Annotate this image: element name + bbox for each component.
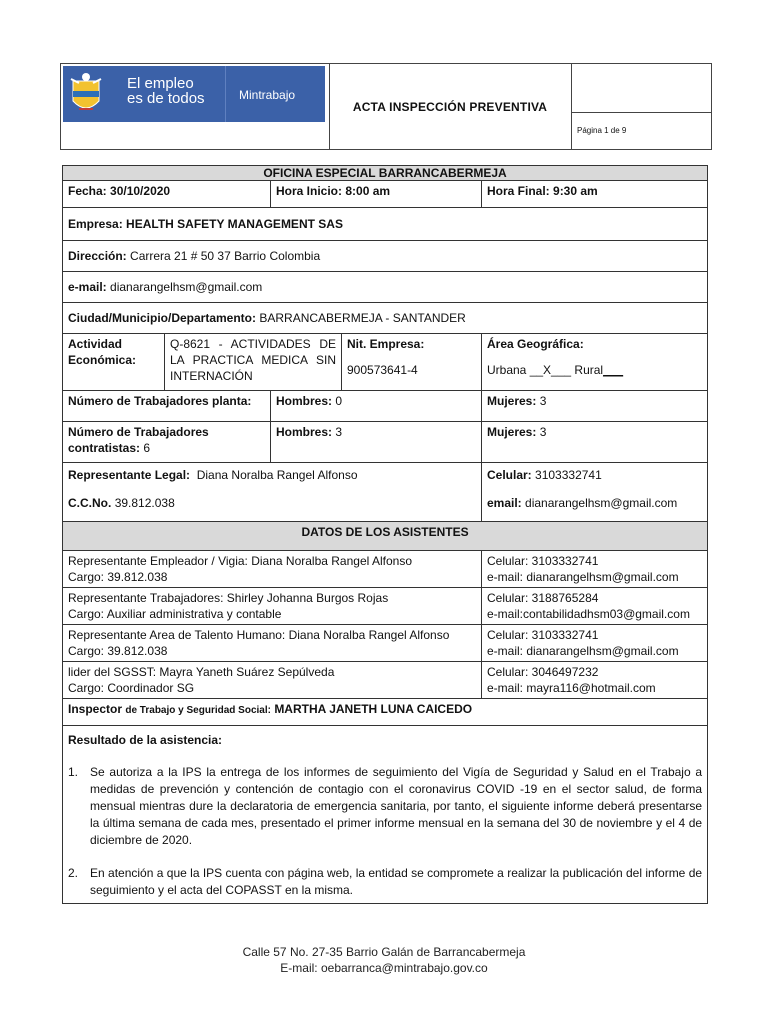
resultado-row bbox=[63, 726, 708, 904]
office-title: OFICINA ESPECIAL BARRANCABERMEJA bbox=[63, 166, 708, 181]
fecha-value: 30/10/2020 bbox=[110, 184, 171, 198]
email-cell bbox=[63, 272, 708, 303]
planta-mujeres-label: Mujeres: bbox=[487, 394, 537, 408]
inspector-row bbox=[63, 699, 708, 726]
actividad-value: Q-8621 - ACTIVIDADES DE LA PRACTICA MEDICA SIN INTERNACIÓN bbox=[170, 337, 336, 383]
inspector-name: MARTHA JANETH LUNA CAICEDO bbox=[274, 702, 473, 716]
inspector-cell bbox=[63, 699, 708, 726]
asistente-4-cel: Celular: 3046497232 bbox=[487, 665, 599, 679]
date-row bbox=[63, 181, 708, 208]
ministry-name: Mintrabajo bbox=[239, 88, 296, 102]
asistente-contact-cell bbox=[482, 551, 708, 588]
asistente-1-cargo: Cargo: 39.812.038 bbox=[68, 570, 168, 584]
asistente-4-email: e-mail: mayra116@hotmail.com bbox=[487, 681, 656, 695]
actividad-label-cell bbox=[63, 334, 165, 391]
inspector-label: Inspector bbox=[68, 702, 123, 716]
document-title: ACTA INSPECCIÓN PREVENTIVA bbox=[352, 99, 548, 114]
asistente-contact-cell bbox=[482, 662, 708, 699]
contratistas-label-cell bbox=[63, 422, 271, 463]
ciudad-cell bbox=[63, 303, 708, 334]
actividad-value-cell bbox=[165, 334, 342, 391]
representante-label: Representante Legal: bbox=[68, 468, 191, 482]
asistente-2-cargo: Cargo: Auxiliar administrativa y contable bbox=[68, 607, 282, 621]
slogan-line-2: es de todos bbox=[127, 90, 205, 107]
slogan bbox=[127, 76, 205, 106]
cel-value: 3103332741 bbox=[535, 468, 602, 482]
hora-inicio-label: Hora Inicio: bbox=[276, 184, 343, 198]
fecha-cell bbox=[63, 181, 271, 208]
contratistas-hombres-label: Hombres: bbox=[276, 425, 333, 439]
hora-final-label: Hora Final: bbox=[487, 184, 550, 198]
asistente-cell bbox=[63, 551, 482, 588]
logo-divider bbox=[225, 66, 226, 122]
item-2-number: 2. bbox=[68, 866, 79, 880]
area-rural-blank: ___ bbox=[603, 363, 624, 377]
asistente-3-name: Representante Area de Talento Humano: Diana Noralba Rangel Alfonso bbox=[68, 628, 450, 642]
direccion-value: Carrera 21 # 50 37 Barrio Colombia bbox=[130, 249, 321, 263]
planta-hombres-cell bbox=[271, 391, 482, 422]
hora-final-value: 9:30 am bbox=[553, 184, 598, 198]
nit-cell bbox=[342, 334, 482, 391]
hora-inicio-value: 8:00 am bbox=[345, 184, 391, 198]
empresa-label: Empresa: bbox=[68, 217, 123, 231]
list-item bbox=[68, 865, 702, 899]
document-header bbox=[60, 63, 712, 150]
asistente-2-cel: Celular: 3188765284 bbox=[487, 591, 599, 605]
asistente-cell bbox=[63, 625, 482, 662]
hora-final-cell bbox=[482, 181, 708, 208]
contratistas-hombres-cell bbox=[271, 422, 482, 463]
email-value: dianarangelhsm@gmail.com bbox=[110, 280, 263, 294]
asistente-cell bbox=[63, 662, 482, 699]
asistente-3-email: e-mail: dianarangelhsm@gmail.com bbox=[487, 644, 679, 658]
asistente-contact-cell bbox=[482, 588, 708, 625]
asistente-3-cargo: Cargo: 39.812.038 bbox=[68, 644, 168, 658]
logo-cell bbox=[61, 64, 330, 149]
empresa-row bbox=[63, 208, 708, 241]
planta-hombres-value: 0 bbox=[335, 394, 343, 408]
nit-value: 900573641-4 bbox=[347, 363, 418, 377]
list-item bbox=[68, 764, 702, 849]
asistente-row bbox=[63, 551, 708, 588]
asistentes-header-row bbox=[63, 522, 708, 551]
item-2-text: En atención a que la IPS cuenta con página web, la entidad se compromete a realizar la publicación del informe de seguimiento y el acta del COPASST en la misma. bbox=[90, 866, 703, 897]
asistente-2-email: e-mail:contabilidadhsm03@gmail.com bbox=[487, 607, 690, 621]
area-cell bbox=[482, 334, 708, 391]
asistente-1-name: Representante Empleador / Vigia: Diana Noralba Rangel Alfonso bbox=[68, 554, 412, 568]
resultado-label: Resultado de la asistencia: bbox=[68, 733, 223, 747]
asistente-3-cel: Celular: 3103332741 bbox=[487, 628, 599, 642]
planta-mujeres-cell bbox=[482, 391, 708, 422]
cc-value: 39.812.038 bbox=[114, 496, 175, 510]
asistente-2-name: Representante Trabajadores: Shirley Johanna Burgos Rojas bbox=[68, 591, 389, 605]
nit-label: Nit. Empresa: bbox=[347, 337, 425, 351]
representante-cell bbox=[63, 463, 482, 522]
asistente-1-email: e-mail: dianarangelhsm@gmail.com bbox=[487, 570, 679, 584]
asistente-4-cargo: Cargo: Coordinador SG bbox=[68, 681, 195, 695]
inspection-table bbox=[62, 165, 708, 904]
page-cell-empty bbox=[571, 64, 711, 113]
email-label: e-mail: bbox=[68, 280, 107, 294]
inspector-label-small: de Trabajo y Seguridad Social: bbox=[125, 705, 271, 716]
page-number: Página 1 de 9 bbox=[577, 126, 627, 135]
planta-mujeres-value: 3 bbox=[539, 394, 547, 408]
resultado-list bbox=[68, 764, 702, 899]
direccion-row bbox=[63, 241, 708, 272]
contratistas-row bbox=[63, 422, 708, 463]
direccion-label: Dirección: bbox=[68, 249, 127, 263]
email-row bbox=[63, 272, 708, 303]
title-cell bbox=[329, 64, 572, 149]
asistente-cell bbox=[63, 588, 482, 625]
ciudad-label: Ciudad/Municipio/Departamento: bbox=[68, 311, 257, 325]
slogan-line-1: El empleo bbox=[127, 75, 194, 92]
rep-email-value: dianarangelhsm@gmail.com bbox=[525, 496, 678, 510]
resultado-cell bbox=[63, 726, 708, 904]
representante-name: Diana Noralba Rangel Alfonso bbox=[196, 468, 358, 482]
hora-inicio-cell bbox=[271, 181, 482, 208]
ciudad-row bbox=[63, 303, 708, 334]
representante-row bbox=[63, 463, 708, 522]
coat-of-arms-icon bbox=[69, 71, 103, 117]
office-row bbox=[63, 166, 708, 181]
contratistas-hombres-value: 3 bbox=[335, 425, 343, 439]
planta-label-cell bbox=[63, 391, 271, 422]
cel-label: Celular: bbox=[487, 468, 532, 482]
empresa-value: HEALTH SAFETY MANAGEMENT SAS bbox=[126, 217, 343, 231]
area-label: Área Geográfica: bbox=[487, 337, 584, 351]
brand-logo bbox=[63, 66, 325, 122]
area-urbana: Urbana __X___ Rural bbox=[487, 363, 604, 377]
asistentes-title: DATOS DE LOS ASISTENTES bbox=[63, 522, 708, 551]
planta-hombres-label: Hombres: bbox=[276, 394, 333, 408]
contratistas-mujeres-cell bbox=[482, 422, 708, 463]
page-footer bbox=[0, 944, 768, 976]
planta-label: Número de Trabajadores planta: bbox=[68, 394, 252, 408]
asistente-row bbox=[63, 588, 708, 625]
representante-contact-cell bbox=[482, 463, 708, 522]
asistente-row bbox=[63, 662, 708, 699]
asistente-1-cel: Celular: 3103332741 bbox=[487, 554, 599, 568]
direccion-cell bbox=[63, 241, 708, 272]
contratistas-mujeres-label: Mujeres: bbox=[487, 425, 537, 439]
actividad-label: Actividad Económica: bbox=[68, 337, 137, 367]
footer-email: E-mail: oebarranca@mintrabajo.gov.co bbox=[280, 961, 488, 975]
footer-address: Calle 57 No. 27-35 Barrio Galán de Barrancabermeja bbox=[242, 945, 526, 959]
planta-row bbox=[63, 391, 708, 422]
asistente-row bbox=[63, 625, 708, 662]
cc-label: C.C.No. bbox=[68, 496, 112, 510]
ciudad-value: BARRANCABERMEJA - SANTANDER bbox=[259, 311, 466, 325]
contratistas-mujeres-value: 3 bbox=[539, 425, 547, 439]
actividad-row bbox=[63, 334, 708, 391]
contratistas-count: 6 bbox=[143, 441, 151, 455]
empresa-cell bbox=[63, 208, 708, 241]
asistente-4-name: lider del SGSST: Mayra Yaneth Suárez Sepúlveda bbox=[68, 665, 335, 679]
fecha-label: Fecha: bbox=[68, 184, 107, 198]
rep-email-label: email: bbox=[487, 496, 522, 510]
asistente-contact-cell bbox=[482, 625, 708, 662]
item-1-number: 1. bbox=[68, 765, 79, 779]
item-1-text: Se autoriza a la IPS la entrega de los informes de seguimiento del Vigía de Seguridad y Salud en el Trabajo a medidas de prevención y contención de contagio con el coronavirus COVID -19 en el sector salud, de forma mensual mientras dure la declaratoria de emergencia sanitaria, por tanto, el siguiente informe deberá presentarse la última semana de cada mes, presentado el primer informe mensual en la semana del 30 de noviembre y el 4 de diciembre de 2020. bbox=[90, 765, 703, 847]
contratistas-label: Número de Trabajadores contratistas: bbox=[68, 425, 209, 455]
